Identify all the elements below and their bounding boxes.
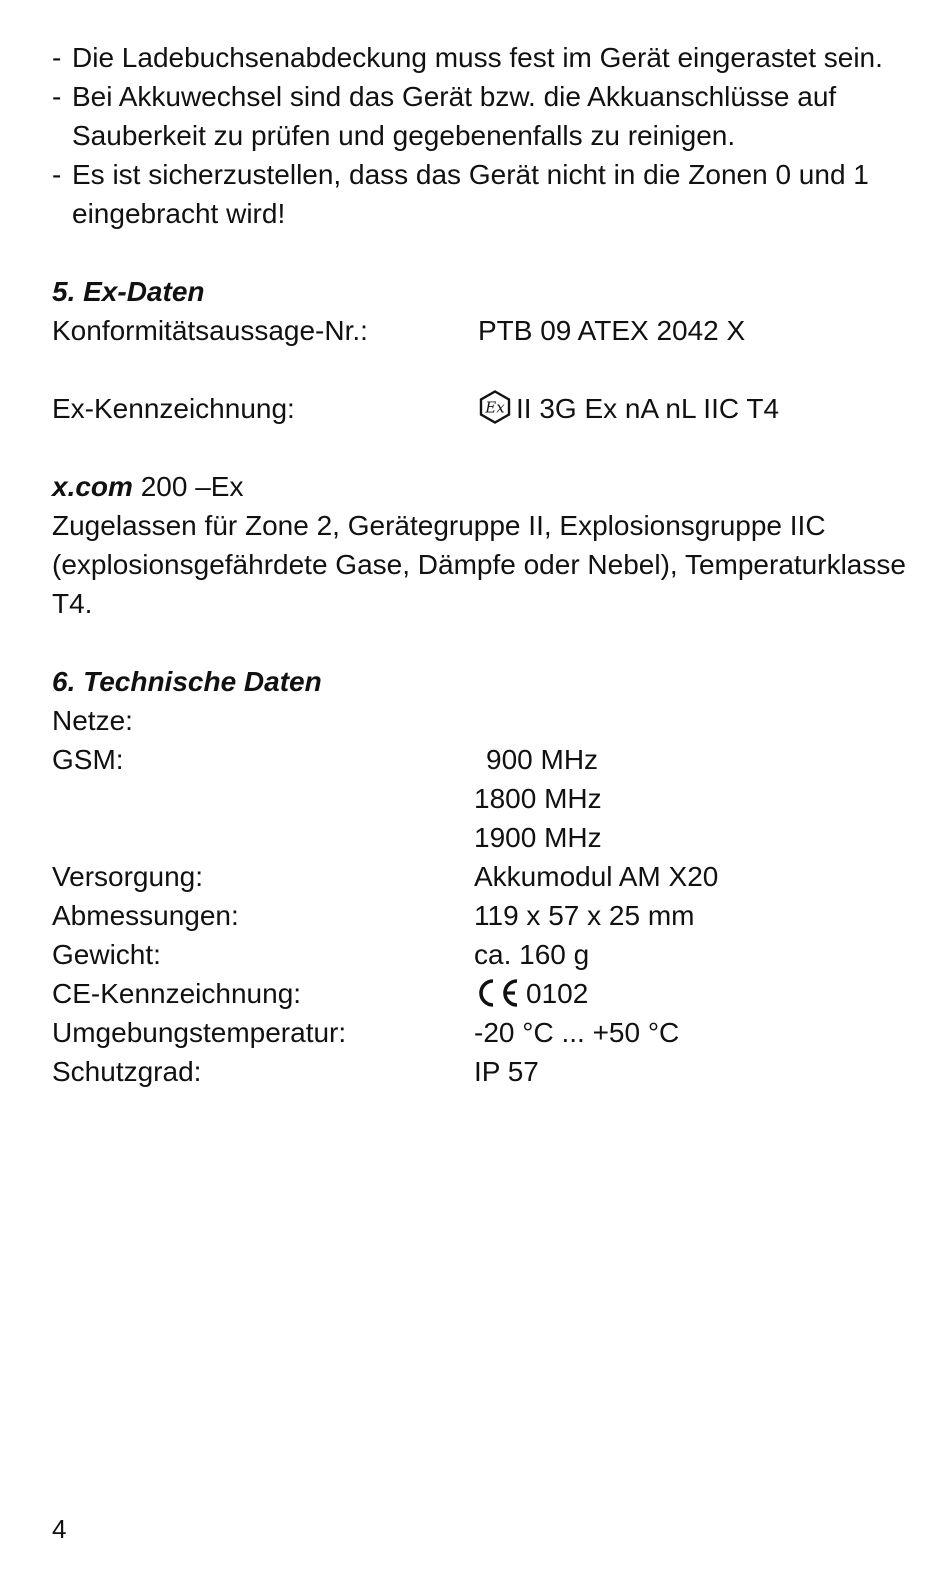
brand-logo: x.com bbox=[52, 471, 133, 502]
networks-label: Netze: bbox=[52, 705, 133, 736]
bullet-dash: - bbox=[52, 42, 62, 73]
ex-marking-label: Ex-Kennzeichnung: bbox=[52, 393, 295, 424]
ex-marking-value: II 3G Ex nA nL IIC T4 bbox=[516, 393, 780, 424]
svg-text:Ex: Ex bbox=[485, 398, 505, 417]
gsm-value: 1900 MHz bbox=[474, 822, 602, 853]
model-name: 200 –Ex bbox=[132, 471, 244, 502]
bullet-text: Die Ladebuchsenabdeckung muss fest im Gerät eingerastet sein. bbox=[72, 42, 883, 73]
spec-label: Schutzgrad: bbox=[52, 1056, 202, 1087]
spec-row bbox=[52, 1013, 912, 1052]
gsm-row bbox=[52, 740, 912, 779]
gsm-label: GSM: bbox=[52, 744, 124, 775]
conformity-value: PTB 09 ATEX 2042 X bbox=[478, 315, 746, 346]
product-name bbox=[52, 467, 912, 506]
gsm-value: 1800 MHz bbox=[474, 783, 602, 814]
spec-value: Akkumodul AM X20 bbox=[474, 861, 719, 892]
spec-row bbox=[52, 857, 912, 896]
spec-row bbox=[52, 1052, 912, 1091]
spec-value: ca. 160 g bbox=[474, 939, 590, 970]
gsm-row bbox=[52, 779, 912, 818]
section-heading-tech-data: 6. Technische Daten bbox=[52, 666, 322, 697]
ce-label: CE-Kennzeichnung: bbox=[52, 978, 302, 1009]
spec-value: -20 °C ... +50 °C bbox=[474, 1017, 680, 1048]
ex-hexagon-icon bbox=[478, 390, 512, 424]
spec-value: 119 x 57 x 25 mm bbox=[474, 900, 695, 931]
approval-text: Zugelassen für Zone 2, Gerätegruppe II, Explosionsgruppe IIC (explosionsgefährdete Gase, Dämpfe oder Nebel), Temperaturklasse T4. bbox=[52, 510, 906, 619]
spec-value: IP 57 bbox=[474, 1056, 539, 1087]
conformity-label: Konformitätsaussage-Nr.: bbox=[52, 315, 368, 346]
page-number: 4 bbox=[52, 1514, 67, 1544]
ce-row bbox=[52, 974, 912, 1013]
bullet-dash: - bbox=[52, 81, 62, 112]
ce-value-wrap bbox=[474, 974, 912, 1013]
document-page bbox=[52, 38, 912, 1091]
ex-marking-row bbox=[52, 389, 912, 428]
ce-value: 0102 bbox=[526, 978, 589, 1009]
spec-label: Abmessungen: bbox=[52, 900, 239, 931]
bullet-dash: - bbox=[52, 159, 62, 190]
ce-mark-icon bbox=[474, 978, 522, 1008]
gsm-value: 900 MHz bbox=[486, 744, 599, 775]
section-heading-ex-data: 5. Ex-Daten bbox=[52, 276, 205, 307]
spec-row bbox=[52, 896, 912, 935]
spec-label: Versorgung: bbox=[52, 861, 203, 892]
ex-marking-value-wrap bbox=[474, 389, 912, 428]
bullet-text: Bei Akkuwechsel sind das Gerät bzw. die Akkuanschlüsse auf Sauberkeit zu prüfen und gegebenenfalls zu reinigen. bbox=[72, 81, 837, 151]
spec-label: Gewicht: bbox=[52, 939, 161, 970]
bullet-item bbox=[52, 38, 912, 77]
bullet-text: Es ist sicherzustellen, dass das Gerät nicht in die Zonen 0 und 1 eingebracht wird! bbox=[72, 159, 869, 229]
gsm-row bbox=[52, 818, 912, 857]
spec-label: Umgebungstemperatur: bbox=[52, 1017, 347, 1048]
networks-row bbox=[52, 701, 912, 740]
conformity-row bbox=[52, 311, 912, 350]
bullet-item bbox=[52, 77, 912, 155]
spec-row bbox=[52, 935, 912, 974]
bullet-item bbox=[52, 155, 912, 233]
